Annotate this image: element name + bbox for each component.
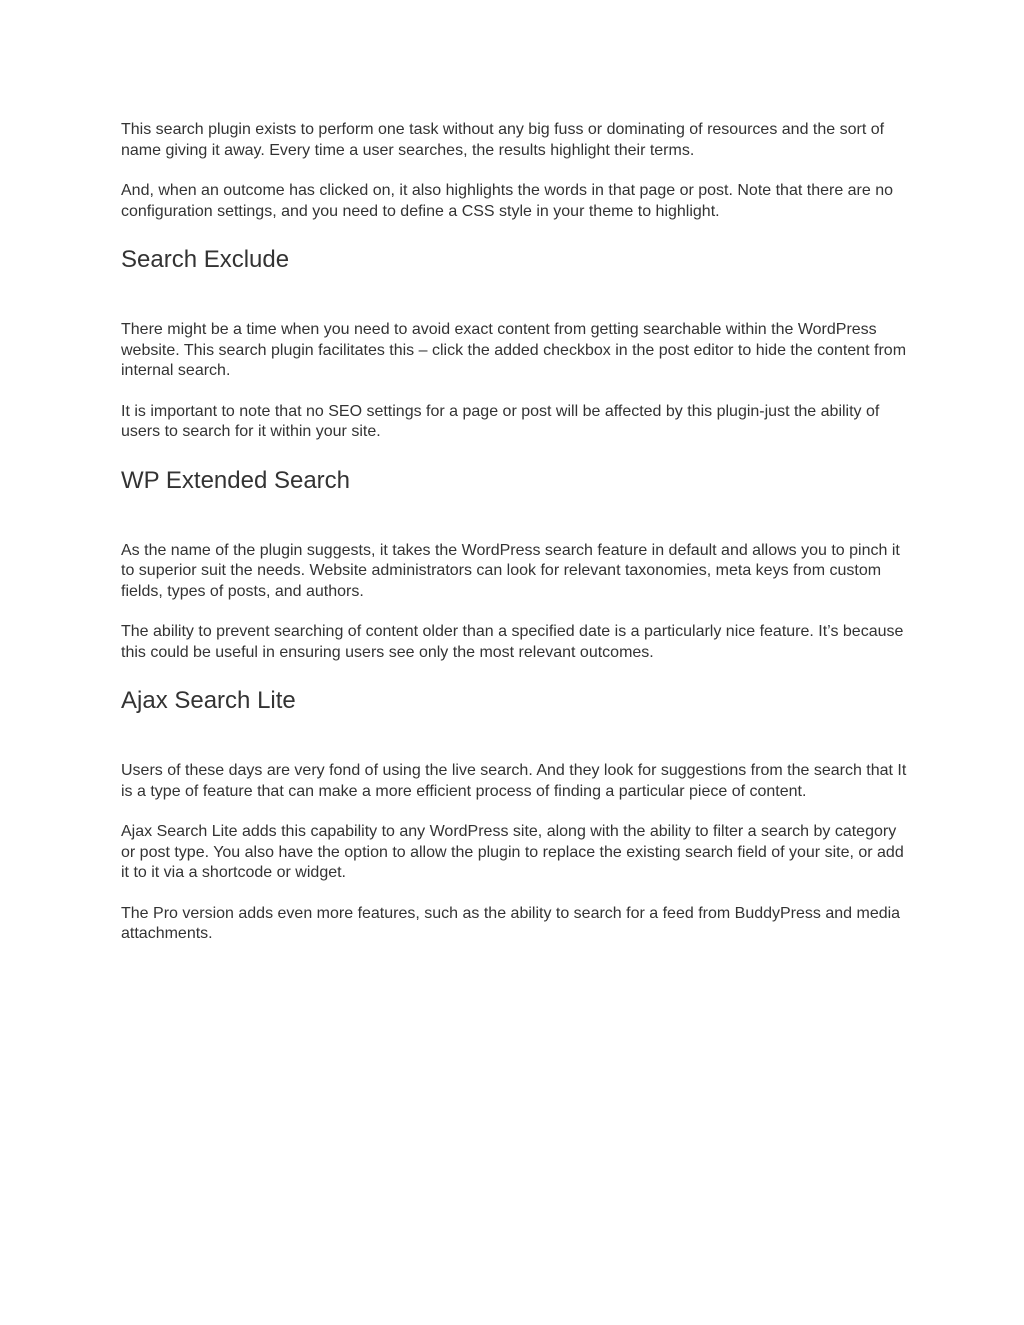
section-paragraph: It is important to note that no SEO settings for a page or post will be affected by this plugin-just the ability of users to search for it within your site. (121, 402, 880, 440)
section-wp-extended-search (121, 466, 911, 664)
intro-paragraph-1: This search plugin exists to perform one task without any big fuss or dominating of resources and the sort of name giving it away. Every time a user searches, the results highlight their terms. (121, 121, 885, 159)
section-paragraph: The Pro version adds even more features, such as the ability to search for a feed from BuddyPress and media attachments. (121, 904, 901, 942)
section-heading: WP Extended Search (121, 466, 351, 494)
intro-section (121, 120, 911, 222)
section-paragraph: Ajax Search Lite adds this capability to any WordPress site, along with the ability to filter a search by category or post type. You also have the option to allow the plugin to replace the existing search field of your site, or add it to it via a shortcode or widget. (121, 823, 904, 881)
section-ajax-search-lite (121, 686, 911, 945)
section-search-exclude (121, 245, 911, 443)
section-heading: Ajax Search Lite (121, 687, 296, 714)
section-heading: Search Exclude (121, 246, 290, 273)
section-paragraph: As the name of the plugin suggests, it takes the WordPress search feature in default and allows you to pinch it to superior suit the needs. Website administrators can look for relevant taxonomies, meta keys from custom fields, types of posts, and authors. (121, 541, 900, 600)
section-paragraph: Users of these days are very fond of using the live search. And they look for suggestions from the search that It is a type of feature that can make a more efficient process of finding a particular piece of content. (121, 762, 907, 800)
document-page (121, 120, 911, 965)
section-paragraph: There might be a time when you need to avoid exact content from getting searchable within the WordPress website. This search plugin facilitates this – click the added checkbox in the post editor to hide the content from internal search. (121, 321, 907, 379)
section-paragraph: The ability to prevent searching of content older than a specified date is a particularly nice feature. It’s because this could be useful in ensuring users see only the most relevant outcomes. (121, 623, 904, 661)
intro-paragraph-2: And, when an outcome has clicked on, it also highlights the words in that page or post. Note that there are no configuration settings, and you need to define a CSS style in your theme to highlight. (121, 182, 894, 220)
